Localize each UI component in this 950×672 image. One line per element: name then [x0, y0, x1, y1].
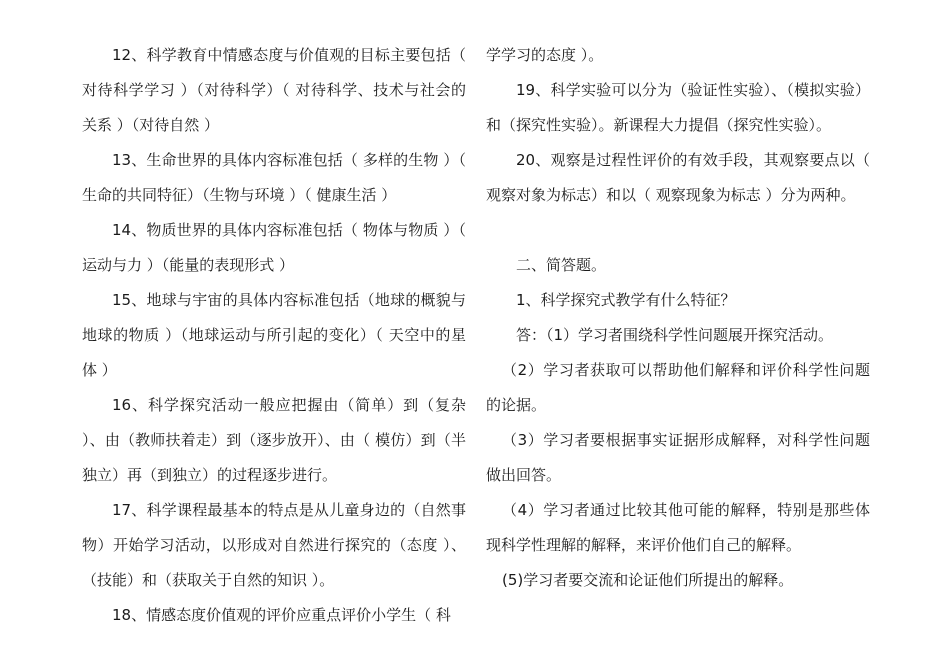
answer-5: (5)学习者要交流和论证他们所提出的解释。 [502, 571, 794, 589]
right-column [486, 38, 870, 598]
answer-3: （3）学习者要根据事实证据形成解释，对科学性问题做出回答。 [486, 431, 870, 484]
item-12: 12、科学教育中情感态度与价值观的目标主要包括（ 对待科学学习 ）（对待科学）（ 对待科学、技术与社会的关系 ）（对待自然 ） [82, 46, 466, 134]
question-1: 1、科学探究式教学有什么特征？ [516, 291, 736, 309]
section-title: 二、简答题。 [516, 256, 607, 274]
item-18: 18、情感态度价值观的评价应重点评价小学生（ 科 [112, 606, 451, 624]
item-17: 17、科学课程最基本的特点是从儿童身边的（自然事物）开始学习活动，以形成对自然进行探究的（态度 ）、（技能）和（获取关于自然的知识 ）。 [82, 501, 466, 589]
item-15: 15、地球与宇宙的具体内容标准包括（地球的概貌与地球的物质 ）（地球运动与所引起的变化）（ 天空中的星体 ） [82, 291, 466, 379]
item-16: 16、科学探究活动一般应把握由（简单）到（复杂 ）、由（教师扶着走）到（逐步放开）、由（ 模仿）到（半独立）再（到独立）的过程逐步进行。 [82, 396, 466, 484]
answer-2: （2）学习者获取可以帮助他们解释和评价科学性问题的论据。 [486, 361, 870, 414]
left-column [82, 38, 466, 633]
item-13: 13、生命世界的具体内容标准包括（ 多样的生物 ）（ 生命的共同特征）（生物与环境 ）（ 健康生活 ） [82, 151, 466, 204]
item-19: 19、科学实验可以分为（验证性实验）、（模拟实验）和（探究性实验）。新课程大力提倡（探究性实验）。 [486, 81, 870, 134]
item-18-continuation: 学学习的态度 ）。 [486, 46, 604, 64]
section-spacer [486, 213, 870, 248]
answer-4: （4）学习者通过比较其他可能的解释，特别是那些体现科学性理解的解释，来评价他们自己的解释。 [486, 501, 870, 554]
answer-1: 答：（1）学习者围绕科学性问题展开探究活动。 [516, 326, 834, 344]
item-14: 14、物质世界的具体内容标准包括（ 物体与物质 ）（ 运动与力 ）（能量的表现形式 ） [82, 221, 466, 274]
item-20: 20、观察是过程性评价的有效手段，其观察要点以（ 观察对象为标志）和以（ 观察现象为标志 ）分为两种。 [486, 151, 870, 204]
